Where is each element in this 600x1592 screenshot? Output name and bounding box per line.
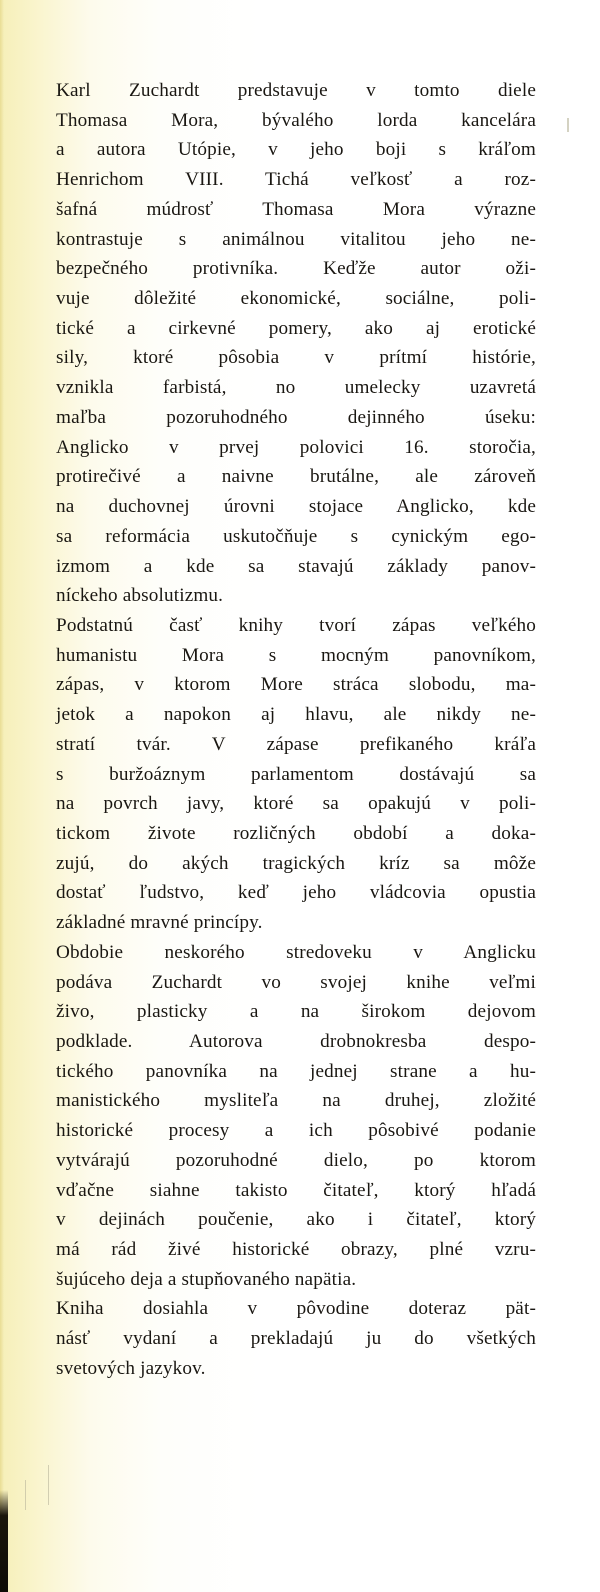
text-line: stratí tvár. V zápase prefikaného kráľa [56,733,536,755]
text-line: maľba pozoruhodného dejinného úseku: [56,406,536,428]
paragraph-period [56,938,536,1295]
text-line: níckeho absolutizmu. [56,585,224,607]
paper-edge-tint [0,0,4,1592]
text-line: v dejinách poučenie, ako i čitateľ, ktorý [56,1209,536,1231]
paragraph-intro [56,76,536,611]
scan-speck [48,1465,49,1505]
text-line: bezpečného protivníka. Keďže autor oži- [56,258,536,280]
text-line: svetových jazykov. [56,1357,206,1379]
text-line: Podstatnú časť knihy tvorí zápas veľkého [56,614,536,636]
blurb-text [56,76,536,1384]
text-line: podáva Zuchardt vo svojej knihe veľmi [56,971,536,993]
text-line: Obdobie neskorého stredoveku v Anglicku [56,941,536,963]
text-line: protirečivé a naivne brutálne, ale zároveň [56,466,536,488]
text-line: sa reformácia uskutočňuje s cynickým ego- [56,525,536,547]
text-line: kontrastuje s animálnou vitalitou jeho ne- [56,228,536,250]
text-line: tickom živote rozličných období a doka- [56,822,536,844]
text-line: a autora Utópie, v jeho boji s kráľom [56,139,536,161]
text-line: vytvárajú pozoruhodné dielo, po ktorom [56,1149,536,1171]
text-line: na povrch javy, ktoré sa opakujú v poli- [56,793,536,815]
text-line: manistického mysliteľa na druhej, zložité [56,1090,536,1112]
text-line: vuje dôležité ekonomické, sociálne, poli- [56,288,536,310]
text-line: základné mravné princípy. [56,912,263,934]
text-line: tické a cirkevné pomery, ako aj erotické [56,317,536,339]
text-line: má rád živé historické obrazy, plné vzru- [56,1239,536,1261]
text-line: Henrichom VIII. Tichá veľkosť a roz- [56,169,536,191]
text-line: šafná múdrosť Thomasa Mora výrazne [56,198,536,220]
scan-edge-shadow [0,1490,8,1592]
text-line: vďačne siahne takisto čitateľ, ktorý hľadá [56,1179,536,1201]
text-line: dostať ľudstvo, keď jeho vládcovia opustia [56,882,536,904]
text-line: s buržoáznym parlamentom dostávajú sa [56,763,536,785]
text-line: Kniha dosiahla v pôvodine doteraz pät- [56,1298,536,1320]
text-line: šujúceho deja a stupňovaného napätia. [56,1268,357,1290]
text-line: Anglicko v prvej polovici 16. storočia, [56,436,536,458]
scan-speck [25,1480,26,1510]
text-line: historické procesy a ich pôsobivé podanie [56,1120,536,1142]
scan-speck [567,118,569,132]
text-line: Karl Zuchardt predstavuje v tomto diele [56,80,536,101]
text-line: izmom a kde sa stavajú základy panov- [56,555,536,577]
paragraph-struggle [56,611,536,938]
text-line: násť vydaní a prekladajú ju do všetkých [56,1328,536,1350]
text-line: tického panovníka na jednej strane a hu- [56,1060,536,1082]
text-line: na duchovnej úrovni stojace Anglicko, kde [56,496,536,518]
text-line: zápas, v ktorom More stráca slobodu, ma- [56,674,536,696]
text-line: jetok a napokon aj hlavu, ale nikdy ne- [56,704,536,726]
text-line: podklade. Autorova drobnokresba despo- [56,1031,536,1052]
text-line: zujú, do akých tragických kríz sa môže [56,852,536,874]
text-line: humanistu Mora s mocným panovníkom, [56,644,536,666]
text-line: živo, plasticky a na širokom dejovom [56,1001,536,1023]
paragraph-editions [56,1294,536,1383]
text-line: sily, ktoré pôsobia v prítmí histórie, [56,347,536,369]
text-line: Thomasa Mora, bývalého lorda kancelára [56,109,536,131]
text-line: vznikla farbistá, no umelecky uzavretá [56,377,536,399]
